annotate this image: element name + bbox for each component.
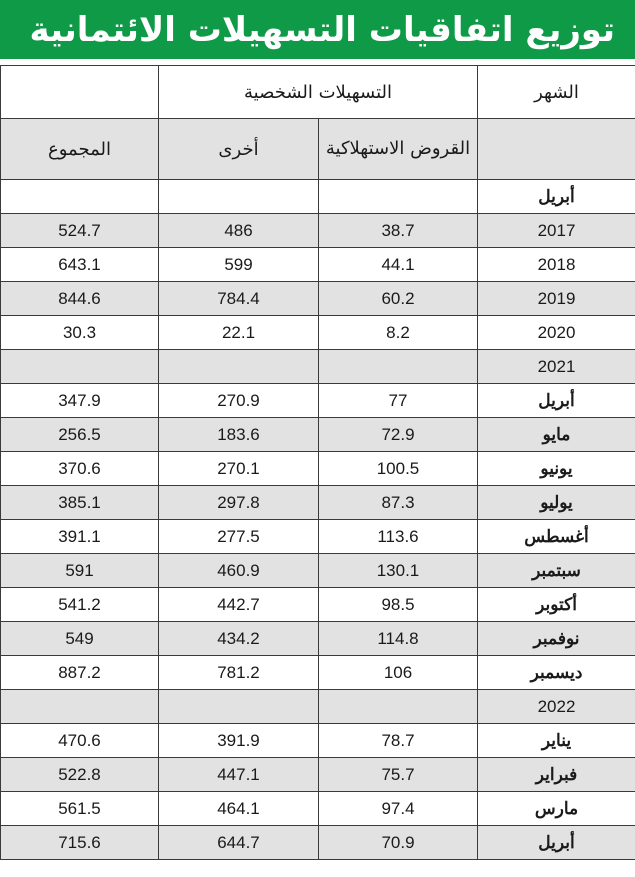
row-month-cell: يونيو <box>478 452 635 486</box>
table-row <box>1 588 635 622</box>
row-consumer-loans-cell: 75.7 <box>319 758 478 792</box>
row-other-cell: 644.7 <box>159 826 319 860</box>
table-row <box>1 282 635 316</box>
row-consumer-loans-cell: 114.8 <box>319 622 478 656</box>
row-other-cell: 460.9 <box>159 554 319 588</box>
row-other-cell: 784.4 <box>159 282 319 316</box>
header-other: أخرى <box>159 119 319 180</box>
row-total-cell <box>1 180 159 214</box>
row-consumer-loans-cell <box>319 690 478 724</box>
row-consumer-loans-cell <box>319 350 478 384</box>
row-month-cell: يوليو <box>478 486 635 520</box>
row-other-cell <box>159 690 319 724</box>
row-total-cell: 524.7 <box>1 214 159 248</box>
row-consumer-loans-cell: 113.6 <box>319 520 478 554</box>
row-other-cell: 22.1 <box>159 316 319 350</box>
header-total-top <box>1 66 159 119</box>
table-row <box>1 758 635 792</box>
row-month-cell: يناير <box>478 724 635 758</box>
row-month-cell: أغسطس <box>478 520 635 554</box>
row-other-cell: 464.1 <box>159 792 319 826</box>
row-total-cell: 643.1 <box>1 248 159 282</box>
table-row <box>1 622 635 656</box>
row-total-cell: 844.6 <box>1 282 159 316</box>
row-consumer-loans-cell: 38.7 <box>319 214 478 248</box>
row-consumer-loans-cell: 100.5 <box>319 452 478 486</box>
row-total-cell: 30.3 <box>1 316 159 350</box>
page-title <box>0 0 635 59</box>
row-month-cell: 2021 <box>478 350 635 384</box>
row-total-cell: 370.6 <box>1 452 159 486</box>
table-row <box>1 792 635 826</box>
header-month: الشهر <box>478 66 635 119</box>
table-row <box>1 384 635 418</box>
row-month-cell: 2019 <box>478 282 635 316</box>
table-row <box>1 418 635 452</box>
table-row <box>1 248 635 282</box>
row-other-cell: 442.7 <box>159 588 319 622</box>
row-month-cell: 2018 <box>478 248 635 282</box>
row-other-cell <box>159 350 319 384</box>
row-total-cell <box>1 690 159 724</box>
row-consumer-loans-cell: 70.9 <box>319 826 478 860</box>
facilities-table <box>0 65 635 860</box>
table-row <box>1 520 635 554</box>
row-total-cell: 470.6 <box>1 724 159 758</box>
row-total-cell: 549 <box>1 622 159 656</box>
row-consumer-loans-cell: 72.9 <box>319 418 478 452</box>
table-row <box>1 724 635 758</box>
table-row <box>1 826 635 860</box>
row-other-cell: 270.9 <box>159 384 319 418</box>
table-row <box>1 486 635 520</box>
row-consumer-loans-cell: 8.2 <box>319 316 478 350</box>
row-total-cell: 522.8 <box>1 758 159 792</box>
row-other-cell: 447.1 <box>159 758 319 792</box>
row-month-cell: ديسمبر <box>478 656 635 690</box>
row-other-cell: 277.5 <box>159 520 319 554</box>
header-month-sub <box>478 119 635 180</box>
table-row <box>1 690 635 724</box>
table-row <box>1 656 635 690</box>
table-row <box>1 452 635 486</box>
row-total-cell: 561.5 <box>1 792 159 826</box>
row-month-cell: أبريل <box>478 180 635 214</box>
row-total-cell: 391.1 <box>1 520 159 554</box>
row-month-cell: نوفمبر <box>478 622 635 656</box>
row-month-cell: أبريل <box>478 384 635 418</box>
row-month-cell: مايو <box>478 418 635 452</box>
row-month-cell: 2020 <box>478 316 635 350</box>
row-other-cell: 599 <box>159 248 319 282</box>
row-consumer-loans-cell: 98.5 <box>319 588 478 622</box>
row-consumer-loans-cell: 106 <box>319 656 478 690</box>
row-month-cell: أكتوبر <box>478 588 635 622</box>
table-row <box>1 350 635 384</box>
header-personal-facilities: التسهيلات الشخصية <box>159 66 478 119</box>
row-other-cell: 391.9 <box>159 724 319 758</box>
row-total-cell: 715.6 <box>1 826 159 860</box>
row-total-cell: 347.9 <box>1 384 159 418</box>
row-consumer-loans-cell: 77 <box>319 384 478 418</box>
header-consumer-loans: القروض الاستهلاكية <box>319 119 478 180</box>
row-total-cell: 591 <box>1 554 159 588</box>
row-other-cell: 486 <box>159 214 319 248</box>
header-row-top <box>1 66 635 119</box>
row-consumer-loans-cell: 97.4 <box>319 792 478 826</box>
row-month-cell: أبريل <box>478 826 635 860</box>
row-total-cell: 887.2 <box>1 656 159 690</box>
row-total-cell <box>1 350 159 384</box>
row-consumer-loans-cell: 44.1 <box>319 248 478 282</box>
row-month-cell: فبراير <box>478 758 635 792</box>
row-month-cell: مارس <box>478 792 635 826</box>
row-total-cell: 385.1 <box>1 486 159 520</box>
row-other-cell: 434.2 <box>159 622 319 656</box>
row-consumer-loans-cell: 87.3 <box>319 486 478 520</box>
row-consumer-loans-cell: 78.7 <box>319 724 478 758</box>
row-other-cell: 781.2 <box>159 656 319 690</box>
table-row <box>1 316 635 350</box>
row-other-cell: 297.8 <box>159 486 319 520</box>
row-month-cell: سبتمبر <box>478 554 635 588</box>
row-total-cell: 256.5 <box>1 418 159 452</box>
row-month-cell: 2022 <box>478 690 635 724</box>
row-consumer-loans-cell: 60.2 <box>319 282 478 316</box>
table-row <box>1 214 635 248</box>
row-other-cell: 183.6 <box>159 418 319 452</box>
title-text: توزيع اتفاقيات التسهيلات الائتمانية <box>29 9 615 50</box>
row-consumer-loans-cell <box>319 180 478 214</box>
table-row <box>1 180 635 214</box>
row-other-cell <box>159 180 319 214</box>
row-month-cell: 2017 <box>478 214 635 248</box>
table-row <box>1 554 635 588</box>
header-row-sub <box>1 119 635 180</box>
row-other-cell: 270.1 <box>159 452 319 486</box>
row-total-cell: 541.2 <box>1 588 159 622</box>
header-total: المجموع <box>1 119 159 180</box>
row-consumer-loans-cell: 130.1 <box>319 554 478 588</box>
